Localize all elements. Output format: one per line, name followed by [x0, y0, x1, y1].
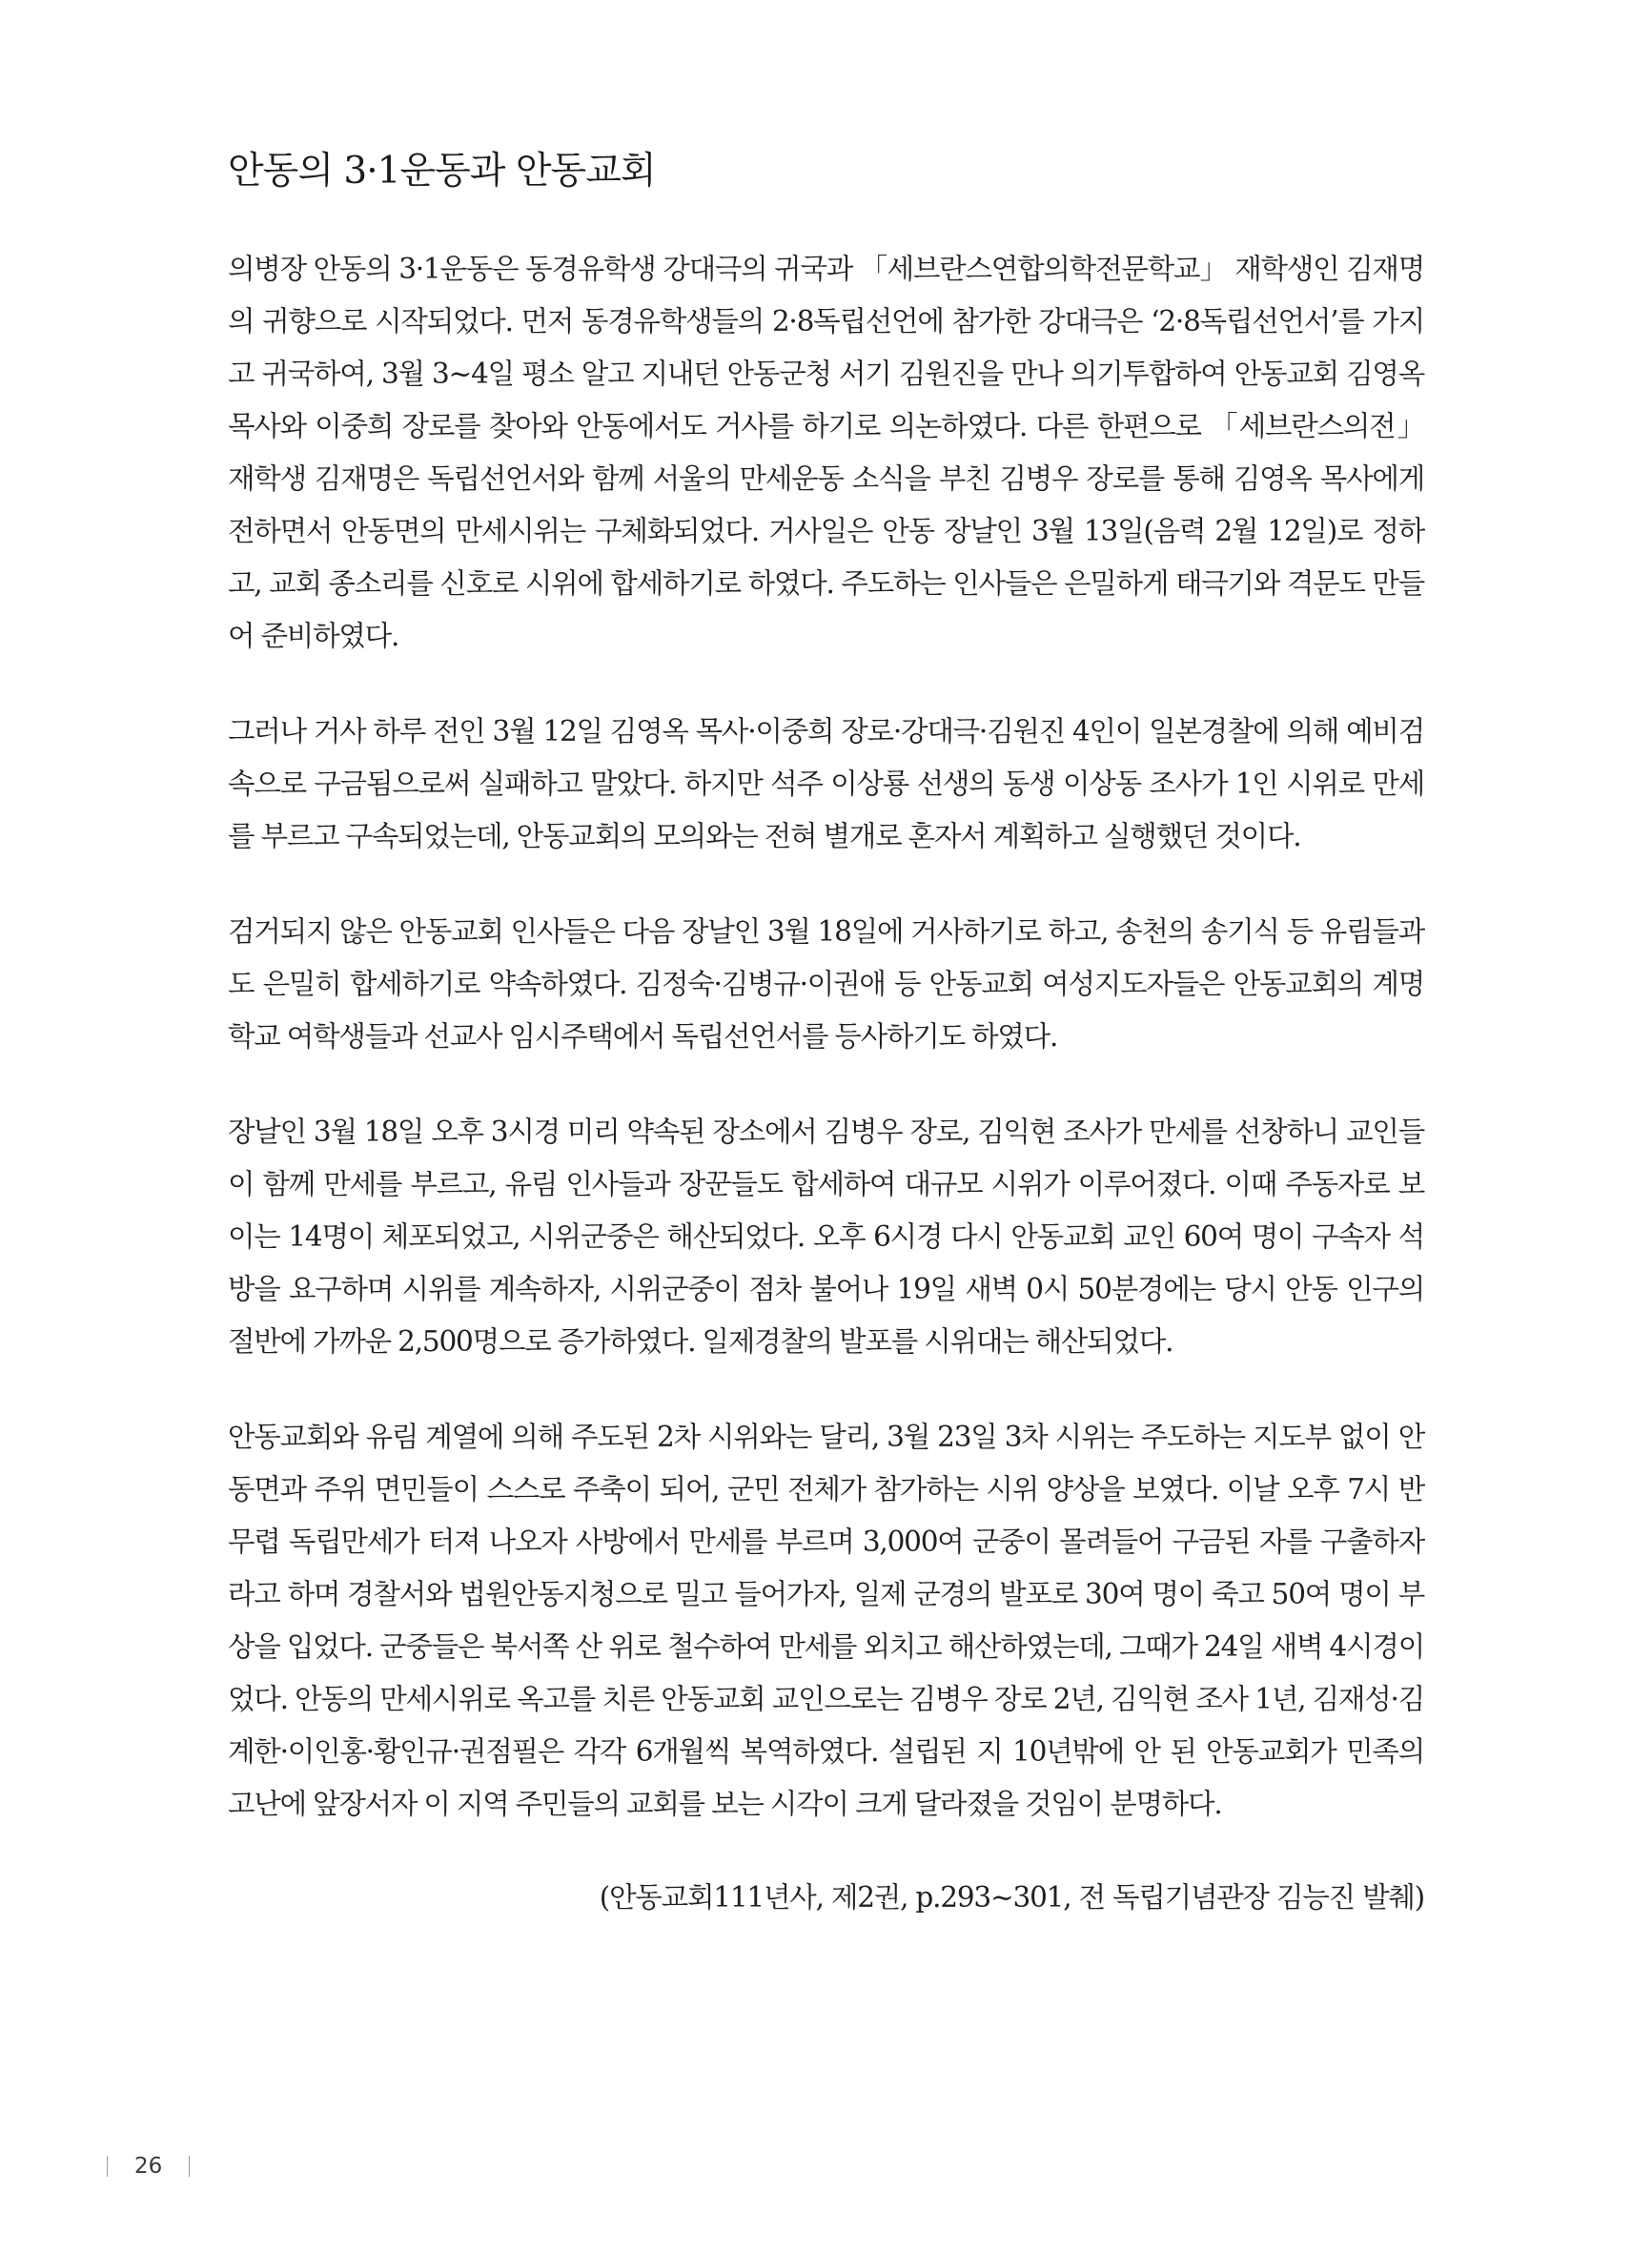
- paragraph-3: 검거되지 않은 안동교회 인사들은 다음 장날인 3월 18일에 거사하기로 하고, 송천의 송기식 등 유림들과도 은밀히 합세하기로 약속하였다. 김정숙·김병규·이권애 등 안동교회 여성지도자들은 안동교회의 계명학교 여학생들과 선교사 임시주택에서 독립선언서를 등사하기도 하였다.: [228, 915, 1424, 1053]
- page-title: 안동의 3·1운동과 안동교회: [228, 150, 656, 193]
- page-footer: [107, 2149, 190, 2183]
- paragraph-4: 장날인 3월 18일 오후 3시경 미리 약속된 장소에서 김병우 장로, 김익현 조사가 만세를 선창하니 교인들이 함께 만세를 부르고, 유림 인사들과 장꾼들도 합세하여 대규모 시위가 이루어졌다. 이때 주동자로 보이는 14명이 체포되었고, 시위군중은 해산되었다. 오후 6시경 다시 안동교회 교인 60여 명이 구속자 석방을 요구하며 시위를 계속하자, 시위군중이 점차 불어나 19일 새벽 0시 50분경에는 당시 안동 인구의 절반에 가까운 2,500명으로 증가하였다. 일제경찰의 발포를 시위대는 해산되었다.: [228, 1116, 1424, 1358]
- footer-divider-right: [189, 2156, 190, 2177]
- page-number: 26: [134, 2154, 163, 2179]
- footer-divider-left: [107, 2156, 108, 2177]
- paragraph-1: 의병장 안동의 3·1운동은 동경유학생 강대극의 귀국과 「세브란스연합의학전문학교」 재학생인 김재명의 귀향으로 시작되었다. 먼저 동경유학생들의 2·8독립선언에 참가한 강대극은 ‘2·8독립선언서’를 가지고 귀국하여, 3월 3~4일 평소 알고 지내던 안동군청 서기 김원진을 만나 의기투합하여 안동교회 김영옥 목사와 이중희 장로를 찾아와 안동에서도 거사를 하기로 의논하였다. 다른 한편으로 「세브란스의전」 재학생 김재명은 독립선언서와 함께 서울의 만세운동 소식을 부친 김병우 장로를 통해 김영옥 목사에게 전하면서 안동면의 만세시위는 구체화되었다. 거사일은 안동 장날인 3월 13일(음력 2월 12일)로 정하고, 교회 종소리를 신호로 시위에 합세하기로 하였다. 주도하는 인사들은 은밀하게 태극기와 격문도 만들어 준비하였다.: [228, 253, 1424, 652]
- paragraph-2: 그러나 거사 하루 전인 3월 12일 김영옥 목사·이중희 장로·강대극·김원진 4인이 일본경찰에 의해 예비검속으로 구금됨으로써 실패하고 말았다. 하지만 석주 이상룡 선생의 동생 이상동 조사가 1인 시위로 만세를 부르고 구속되었는데, 안동교회의 모의와는 전혀 별개로 혼자서 계획하고 실행했던 것이다.: [228, 715, 1424, 852]
- source-citation: (안동교회111년사, 제2권, p.293~301, 전 독립기념관장 김능진 발췌): [599, 1881, 1424, 1914]
- paragraph-5: 안동교회와 유림 계열에 의해 주도된 2차 시위와는 달리, 3월 23일 3차 시위는 주도하는 지도부 없이 안동면과 주위 면민들이 스스로 주축이 되어, 군민 전체가 참가하는 시위 양상을 보였다. 이날 오후 7시 반 무렵 독립만세가 터져 나오자 사방에서 만세를 부르며 3,000여 군중이 몰려들어 구금된 자를 구출하자라고 하며 경찰서와 법원안동지청으로 밀고 들어가자, 일제 군경의 발포로 30여 명이 죽고 50여 명이 부상을 입었다. 군중들은 북서쪽 산 위로 철수하여 만세를 외치고 해산하였는데, 그때가 24일 새벽 4시경이었다. 안동의 만세시위로 옥고를 치른 안동교회 교인으로는 김병우 장로 2년, 김익현 조사 1년, 김재성·김계한·이인홍·황인규·권점필은 각각 6개월씩 복역하였다. 설립된 지 10년밖에 안 된 안동교회가 민족의 고난에 앞장서자 이 지역 주민들의 교회를 보는 시각이 크게 달라졌을 것임이 분명하다.: [228, 1421, 1424, 1820]
- article-body: [228, 243, 1424, 1924]
